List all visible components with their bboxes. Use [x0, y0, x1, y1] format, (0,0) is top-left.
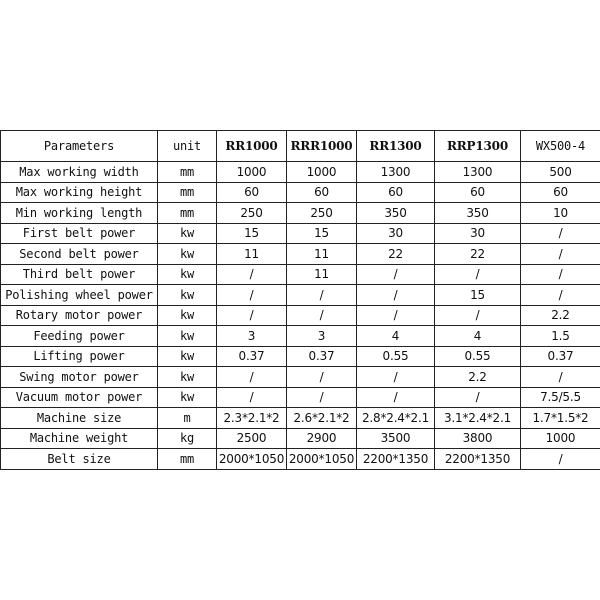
value-cell-model-3: / — [357, 285, 435, 306]
unit-cell: kw — [158, 244, 217, 265]
table-header-row — [1, 131, 600, 162]
value-cell-model-2: 60 — [287, 182, 357, 203]
value-cell-model-3: 2200*1350 — [357, 449, 435, 470]
unit-cell: mm — [158, 182, 217, 203]
table-row — [1, 428, 600, 449]
value-cell-model-4: 350 — [435, 203, 521, 224]
header-model-rr1000: RR1000 — [217, 131, 287, 162]
value-cell-model-1: 2000*1050 — [217, 449, 287, 470]
value-cell-model-2: / — [287, 367, 357, 388]
table-row — [1, 326, 600, 347]
value-cell-model-3: 1300 — [357, 162, 435, 183]
parameter-name-cell: Max working width — [1, 162, 158, 183]
value-cell-model-2: 3 — [287, 326, 357, 347]
parameter-name-cell: Second belt power — [1, 244, 158, 265]
specifications-table — [0, 130, 600, 470]
value-cell-model-3: 30 — [357, 223, 435, 244]
unit-cell: mm — [158, 203, 217, 224]
value-cell-model-5: 1.5 — [521, 326, 600, 347]
value-cell-model-3: / — [357, 264, 435, 285]
table-row — [1, 408, 600, 429]
value-cell-model-4: 30 — [435, 223, 521, 244]
value-cell-model-2: 11 — [287, 264, 357, 285]
header-model-rr1300: RR1300 — [357, 131, 435, 162]
value-cell-model-1: / — [217, 285, 287, 306]
unit-cell: kw — [158, 223, 217, 244]
table-row — [1, 223, 600, 244]
table-body — [1, 162, 600, 470]
value-cell-model-5: 1.7*1.5*2 — [521, 408, 600, 429]
unit-cell: mm — [158, 449, 217, 470]
parameter-name-cell: Vacuum motor power — [1, 387, 158, 408]
table-row — [1, 285, 600, 306]
parameter-name-cell: First belt power — [1, 223, 158, 244]
value-cell-model-1: 2.3*2.1*2 — [217, 408, 287, 429]
header-model-rrr1000: RRR1000 — [287, 131, 357, 162]
header-parameters: Parameters — [1, 131, 158, 162]
value-cell-model-4: 4 — [435, 326, 521, 347]
value-cell-model-5: 1000 — [521, 428, 600, 449]
value-cell-model-2: 2900 — [287, 428, 357, 449]
value-cell-model-1: 1000 — [217, 162, 287, 183]
value-cell-model-1: / — [217, 305, 287, 326]
value-cell-model-4: 22 — [435, 244, 521, 265]
value-cell-model-5: 500 — [521, 162, 600, 183]
value-cell-model-4: 15 — [435, 285, 521, 306]
value-cell-model-5: 2.2 — [521, 305, 600, 326]
value-cell-model-5: / — [521, 223, 600, 244]
value-cell-model-3: 350 — [357, 203, 435, 224]
value-cell-model-4: 1300 — [435, 162, 521, 183]
unit-cell: kg — [158, 428, 217, 449]
table-row — [1, 203, 600, 224]
value-cell-model-4: 3.1*2.4*2.1 — [435, 408, 521, 429]
value-cell-model-2: 0.37 — [287, 346, 357, 367]
value-cell-model-3: 4 — [357, 326, 435, 347]
parameter-name-cell: Rotary motor power — [1, 305, 158, 326]
value-cell-model-2: / — [287, 285, 357, 306]
table-row — [1, 182, 600, 203]
header-model-rrp1300: RRP1300 — [435, 131, 521, 162]
parameter-name-cell: Machine size — [1, 408, 158, 429]
table-row — [1, 162, 600, 183]
value-cell-model-1: 2500 — [217, 428, 287, 449]
value-cell-model-2: 11 — [287, 244, 357, 265]
value-cell-model-1: 0.37 — [217, 346, 287, 367]
parameter-name-cell: Feeding power — [1, 326, 158, 347]
unit-cell: kw — [158, 387, 217, 408]
header-unit: unit — [158, 131, 217, 162]
unit-cell: kw — [158, 285, 217, 306]
value-cell-model-4: / — [435, 387, 521, 408]
value-cell-model-3: 60 — [357, 182, 435, 203]
parameter-name-cell: Max working height — [1, 182, 158, 203]
value-cell-model-5: / — [521, 449, 600, 470]
value-cell-model-2: / — [287, 387, 357, 408]
value-cell-model-1: 60 — [217, 182, 287, 203]
parameter-name-cell: Machine weight — [1, 428, 158, 449]
unit-cell: kw — [158, 305, 217, 326]
value-cell-model-1: 15 — [217, 223, 287, 244]
value-cell-model-2: 15 — [287, 223, 357, 244]
unit-cell: mm — [158, 162, 217, 183]
parameter-name-cell: Min working length — [1, 203, 158, 224]
value-cell-model-5: 0.37 — [521, 346, 600, 367]
unit-cell: kw — [158, 367, 217, 388]
parameter-name-cell: Swing motor power — [1, 367, 158, 388]
unit-cell: kw — [158, 346, 217, 367]
parameter-name-cell: Lifting power — [1, 346, 158, 367]
table-row — [1, 244, 600, 265]
value-cell-model-4: 0.55 — [435, 346, 521, 367]
value-cell-model-3: / — [357, 387, 435, 408]
table-row — [1, 387, 600, 408]
value-cell-model-4: 60 — [435, 182, 521, 203]
value-cell-model-3: / — [357, 305, 435, 326]
value-cell-model-1: / — [217, 367, 287, 388]
value-cell-model-4: / — [435, 305, 521, 326]
value-cell-model-3: 22 — [357, 244, 435, 265]
parameter-name-cell: Belt size — [1, 449, 158, 470]
value-cell-model-1: 250 — [217, 203, 287, 224]
unit-cell: kw — [158, 326, 217, 347]
value-cell-model-5: 7.5/5.5 — [521, 387, 600, 408]
value-cell-model-5: / — [521, 244, 600, 265]
value-cell-model-2: 2000*1050 — [287, 449, 357, 470]
table-row — [1, 449, 600, 470]
table-row — [1, 346, 600, 367]
value-cell-model-5: / — [521, 264, 600, 285]
value-cell-model-2: / — [287, 305, 357, 326]
value-cell-model-5: / — [521, 367, 600, 388]
value-cell-model-5: 10 — [521, 203, 600, 224]
value-cell-model-5: 60 — [521, 182, 600, 203]
value-cell-model-3: 0.55 — [357, 346, 435, 367]
table-row — [1, 305, 600, 326]
value-cell-model-1: 3 — [217, 326, 287, 347]
value-cell-model-3: 3500 — [357, 428, 435, 449]
value-cell-model-2: 250 — [287, 203, 357, 224]
table-row — [1, 264, 600, 285]
value-cell-model-4: 2200*1350 — [435, 449, 521, 470]
value-cell-model-3: / — [357, 367, 435, 388]
header-model-wx500-4: WX500-4 — [521, 131, 600, 162]
parameter-name-cell: Polishing wheel power — [1, 285, 158, 306]
value-cell-model-1: / — [217, 387, 287, 408]
parameter-name-cell: Third belt power — [1, 264, 158, 285]
value-cell-model-4: 2.2 — [435, 367, 521, 388]
unit-cell: kw — [158, 264, 217, 285]
value-cell-model-2: 1000 — [287, 162, 357, 183]
value-cell-model-1: / — [217, 264, 287, 285]
table-row — [1, 367, 600, 388]
unit-cell: m — [158, 408, 217, 429]
value-cell-model-5: / — [521, 285, 600, 306]
value-cell-model-4: 3800 — [435, 428, 521, 449]
value-cell-model-1: 11 — [217, 244, 287, 265]
value-cell-model-4: / — [435, 264, 521, 285]
value-cell-model-3: 2.8*2.4*2.1 — [357, 408, 435, 429]
value-cell-model-2: 2.6*2.1*2 — [287, 408, 357, 429]
